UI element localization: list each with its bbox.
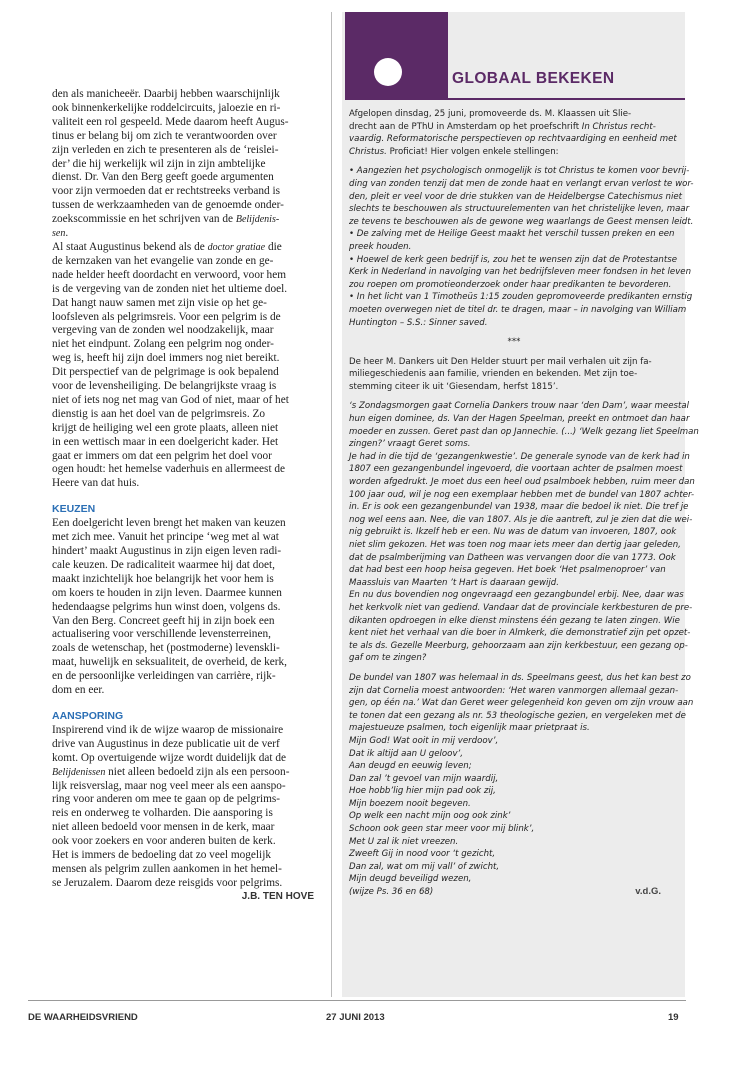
thesis-line: slechts te beschouwen als structuurelementen van het christelijke leven, maar [349,204,690,215]
text-line: gaat er immers om dat een pelgrim het doel voor [52,449,272,462]
thesis-title: vaardig. Reformatorische perspectieven op rechtvaardiging en eenheid met [349,134,677,145]
text-line: loofsleven als pelgrimsreis. Voor een pelgrim is de [52,310,281,323]
section-heading-aansporing: AANSPORING [52,709,124,722]
thesis-line: ding van zonden tenzij dat men de zonde haat en verlangt ervan verlost te wor- [349,178,694,189]
paragraph [52,517,314,698]
hymn-line: Schoon ook geen star meer voor mij blink’, [349,824,535,835]
text-line: om koers te houden in zijn leven. Daarmee kunnen [52,586,282,599]
circle-icon [374,58,402,86]
text-line: maat, huwelijk en seksualiteit, de overheid, de kerk, [52,656,287,669]
book-title: Belijdenissen [52,766,106,778]
paragraph [52,724,314,891]
thesis-line: Huntington – S.S.: Sinner saved. [349,317,488,328]
thesis-line: preek houden. [349,241,412,252]
text-span: niet alleen bedoeld zijn als een persoon- [105,765,290,778]
text-line: tussen de werkzaamheden van de genoemde onder- [52,199,284,212]
text-line: in een wettisch maar in een doelgericht kader. Het [52,435,279,448]
text-line: ring voor anderen om mee te gaan op de pelgrims- [52,793,281,806]
hymn-line: Aan deugd en eeuwig leven; [349,761,472,772]
book-title: Belijdenis- [235,214,280,226]
text-line: reis en onderweg te volharden. Die aansporing is [52,807,273,820]
text-line: niet alleen bedoeld voor mensen in de kerk, maar [52,821,275,834]
hymn-line: Hoe hobb’lig hier mijn pad ook zij, [349,786,496,797]
quote-line: in. Er is ook een gezangenbundel van 1938, maar die bedoel ik niet. Die tref je [349,502,689,513]
quote-line: kent niet het verhaal van die boer in Almkerk, die demonstratief zijn pet opzet- [349,628,691,639]
thesis-line: • De zalving met de Heilige Geest maakt het verschil tussen preken en een [349,229,675,240]
footer-rule [28,1000,686,1001]
quote-line: ‘s Zondagsmorgen gaat Cornelia Dankers trouw naar ‘den Dam’, waar meestal [349,401,689,412]
text-line: De heer M. Dankers uit Den Helder stuurt per mail verhalen uit zijn fa- [349,356,652,367]
text-line: tinus er belang bij om zich te verantwoorden over [52,129,277,142]
quote-line: Maassluis van Maarten ’t Hart is daaraan gewijd. [349,577,559,588]
text-line [349,146,679,159]
quote-line: gen, op één na.’ Wat dan Geret weer gelegenheid kon geven om zijn vrouw aan [349,698,694,709]
footer-date: 27 JUNI 2013 [326,1012,385,1023]
thesis-line: • Aangezien het psychologisch onmogelijk is tot Christus te komen voor bevrij- [349,166,690,177]
hymn-line: Mijn boezem nooit begeven. [349,798,471,809]
text-line: met zich mee. Vanuit het principe ‘weg met al wat [52,531,279,544]
section-separator: *** [507,337,521,348]
text-line: hindert’ maakt Augustinus in zijn eigen leven radi- [52,545,282,557]
text-line: voor zijn vermoeden dat er rechtstreeks verband is [52,185,281,198]
text-line: Dat hangt nauw samen met zijn visie op het ge- [52,296,267,309]
text-span: die [265,240,282,253]
thesis-title: Christus. [349,146,387,157]
thesis-line: moeten overwegen niet de titel dr. te dragen, maar – in navolging van William [349,304,687,315]
thesis-line: Kerk in Nederland in navolging van het bedrijfsleven meer fondsen in het leven [349,267,692,278]
text-line: se Jeruzalem. Daarom deze reisgids voor pelgrims. [52,876,283,889]
author-byline: J.B. TEN HOVE [241,890,314,902]
article-left-column [52,88,314,904]
text-line: niet of iets nog net mag van God of niet, maar of het [52,393,289,406]
text-span: drecht aan de PThU in Amsterdam op het proefschrift [349,121,582,132]
hymn-line: Met U zal ik niet vreezen. [349,836,459,847]
quote-line: nig gebruikt is. Ikzelf heb er een. Nu was de datum van invoeren, 1807, ook [349,527,677,538]
thesis-line: • In het licht van 1 Timotheüs 1:15 zouden gepromoveerde predikanten ernstig [349,292,693,303]
column-title: GLOBAAL BEKEKEN [452,70,615,87]
text-line [349,121,679,134]
text-span: zoekscommissie en het schrijven van de [52,213,234,226]
quote-line: te tonen dat een gezang als nr. 53 theologische gezien, en vergeleken met de [349,710,686,721]
text-line: weg is, heeft hij zijn doel immers nog niet bereikt. [52,352,280,365]
thesis-title: In Christus recht- [581,121,656,132]
text-line: en de persoonlijke verleidingen van carrière, rijk- [52,670,276,683]
intro-paragraph [349,108,679,158]
text-line: vergeving van de zonden wel noodzakelijk, maar [52,324,274,337]
quote-line: niet slim gekozen. Het was toen nog maar iets meer dan dertig jaar geleden, [349,540,681,550]
quote-line: 100 jaar oud, wil je nog een exemplaar hebben met de bundel van 1807 achter- [349,489,695,500]
thesis-line: den, pleit er veel voor de drie stukken van de Heidelbergse Catechismus niet [349,191,683,202]
text-line: stemming citeer ik uit ‘Giesendam, herfst 1815’. [349,381,559,392]
signature: v.d.G. [635,886,661,898]
text-line: mensen als pelgrim zullen aankomen in het hemel- [52,862,282,875]
text-line: drive van Augustinus in deze publicatie uit de verf [52,737,280,750]
text-line: maakt inzichtelijk hoe belangrijk het voor hem is [52,572,274,585]
text-line: is de vergeving van de zonden niet het ultieme doel. [52,282,288,295]
book-title: sen [52,228,66,240]
text-line: Inspirerend vind ik de wijze waarop de missionaire [52,723,284,736]
dankers-paragraph [349,356,679,394]
quote-line: En nu dus bovendien nog ongevraagd een gezangbundel erbij. Nee, daar was [349,590,684,601]
section-heading-keuzen: KEUZEN [52,503,96,516]
hymn-line: Mijn deugd beveiligd wezen, [349,874,472,885]
text-span: Proficiat! Hier volgen enkele stellingen: [386,146,559,157]
text-line: sen. [52,227,69,240]
quote-line: majestueuze psalmen, toch eigenlijk maar prietpraat is. [349,723,590,734]
paragraph [52,241,314,491]
text-line: valiteit een rol gespeeld. Mede daarom heeft Augus- [52,115,289,128]
text-line: de kernzaken van het evangelie van zonde en ge- [52,254,274,267]
hymn-line: Zweeft Gij in nood voor ‘t gezicht, [349,849,496,860]
text-line: dienst. Dr. Van den Berg geeft goede argumenten [52,171,274,184]
thesis-line: ze tevens te beschouwen als de gewone weg waarlangs de Geest mensen leidt. [349,216,694,227]
text-line: ook binnenkerkelijke roddelcircuits, jaloezie en ri- [52,101,281,114]
text-line: den als manicheeër. Daarbij hebben waarschijnlijk [52,88,280,100]
quote-block-2 [349,672,694,899]
text-line: ook voor zoekers en voor anderen buiten de kerk. [52,835,276,848]
text-line: zijn verleden en zich te presenteren als de ‘reislei- [52,143,279,156]
text-line: komt. Op overtuigende wijze wordt duidelijk dat de [52,751,287,764]
text-line: Heere van dat huis. [52,477,140,490]
quote-line: dat had best een hoop heisa gegeven. Het boek ‘Het psalmenoproer’ van [349,565,666,576]
text-line: Dit perspectief van de pelgrimage is ook bepalend [52,366,279,379]
title-rule [345,98,685,100]
hymn-line: Dan zal, wat om mij vall’ of zwicht, [349,861,500,872]
hymn-line: Dan zal ’t gevoel van mijn waardij, [349,773,499,784]
quote-line: gaf om te zingen? [349,653,427,664]
text-line: niet het eindpunt. Zolang een pelgrim nog onder- [52,338,274,351]
quote-line: dat de psalmberijming van Datheen was vervangen door die van 1773. Ook [349,552,676,563]
thesis-line: • Hoewel de kerk geen bedrijf is, zou het te wensen zijn dat de Protestantse [349,254,677,265]
text-line: ogen houdt: het hemelse vaderhuis en allermeest de [52,463,286,476]
text-line: lijk reisverslag, maar nog veel meer als een aanspo- [52,779,286,792]
text-line: hedendaagse pelgrims hun winst doen, volgens ds. [52,600,281,613]
quote-line: hun eigen dominee, ds. Van der Hagen Speelman, preekt en ontmoet dan haar [349,414,690,425]
quote-line: Je had in die tijd de ‘gezangenkwestie’. De generale synode van de kerk had in [349,451,690,462]
text-span: Al staat Augustinus bekend als de [52,240,208,253]
quote-line: 1807 een gezangenbundel ingevoerd, die voortaan achter de psalmen moest [349,464,683,475]
text-line: nade helder heeft doordacht en verwoord, voor hem [52,268,287,281]
quote-line: te als ds. Gezelle Meerburg, gehoorzaam aan zijn kerkbestuur, een gezang op- [349,640,688,651]
text-line: dom en eer. [52,684,105,697]
quote-block [349,400,699,664]
quote-line: nog wel eens aan. Nee, die van 1807. Als je die aantreft, zul je zien dat die wei- [349,514,693,525]
text-line [52,766,314,780]
text-line: voor de levensheiliging. De belangrijkste vraag is [52,380,277,393]
thesis-line: zou roepen om promotieonderzoek onder haar predikanten te bevorderen. [349,279,672,290]
hymn-line: Op welk een nacht mijn oog ook zink’ [349,811,511,822]
text-line [52,241,314,255]
quote-line: zingen?’ vraagt Geret soms. [349,439,471,450]
quote-line: dikanten opdroegen in elke dienst minstens één gezang te laten zingen. Wie [349,615,680,626]
text-line: Een doelgericht leven brengt het maken van keuzen [52,517,286,530]
text-line: der’ die hij werkelijk wil zijn in zijn ambtelijke [52,157,266,170]
text-line: actualisering voor verschillende levensterreinen, [52,628,271,641]
quote-line: het kerkvolk niet van gediend. Vandaar dat de provinciale kerkbesturen de pre- [349,602,693,613]
hymn-line: Dat ik altijd aan U geloov’, [349,748,463,759]
footer-publication: DE WAARHEIDSVRIEND [28,1012,138,1023]
sidebar-content [349,108,699,899]
quote-line: zijn dat Cornelia moest antwoorden: ‘Het waren vanmorgen allemaal gezan- [349,685,679,696]
theses-list [349,165,694,329]
text-line: cale keuzen. De radicaliteit waarmee hij dat doet, [52,558,275,571]
page-number: 19 [668,1012,679,1023]
quote-line: De bundel van 1807 was helemaal in ds. Speelmans geest, dus het kan best zo [349,672,691,683]
text-line: krijgt de heiliging wel een grote plaats, alleen niet [52,421,279,434]
text-line [52,213,314,227]
text-line: Van den Berg. Concreet geeft hij in zijn boek een [52,614,275,627]
hymn-line: (wijze Ps. 36 en 68) [349,887,434,898]
emphasis: doctor gratiae [207,241,266,253]
quote-line: moeder en zussen. Geret past dan op Jannechie. (...) ‘Welk gezang liet Speelman [349,426,699,437]
text-line: Het is immers de bedoeling dat zo veel mogelijk [52,849,271,862]
text-line: zoals de wetenschap, het (postmoderne) levenskli- [52,642,280,655]
quote-line: worden afgedrukt. Je moet dus een heel oud psalmboek hebben, ruim meer dan [349,477,695,488]
paragraph [52,88,314,241]
column-divider [331,12,332,997]
column-logo-block [345,12,448,99]
hymn-line: Mijn God! Wat ooit in mij verdoov’, [349,735,499,746]
text-line: Afgelopen dinsdag, 25 juni, promoveerde ds. M. Klaassen uit Slie- [349,109,632,119]
text-line: miliegeschiedenis aan familie, vrienden en bekenden. Met zijn toe- [349,369,638,380]
text-line: dienstig is aan het doel van de pelgrimsreis. Zo [52,407,266,420]
